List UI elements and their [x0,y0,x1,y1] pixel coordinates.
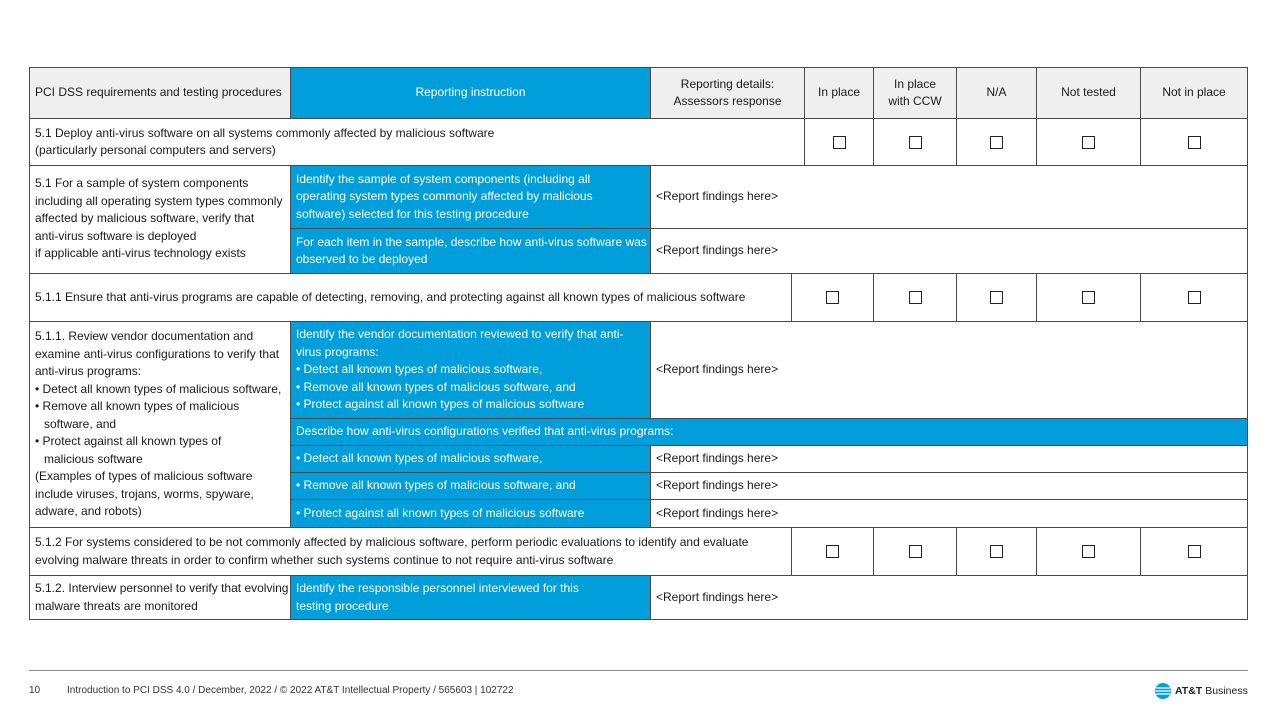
instr-5-1-sample [290,165,651,229]
footer-divider [29,670,1248,671]
checkbox-5-1-2-na[interactable] [956,527,1037,576]
proc-5-1-2 [29,575,291,620]
proc-bullet-cont: malicious software [44,451,143,466]
header-na [956,67,1037,119]
req-5-1-2 [29,527,792,576]
checkbox-5-1-2-not-in-place[interactable] [1140,527,1248,576]
instr-bullet: • Detect all known types of malicious software, [296,362,543,377]
proc-5-1-line: affected by malicious software, verify that [35,211,255,225]
checkbox-5-1-na[interactable] [956,118,1037,166]
header-not-tested [1036,67,1141,119]
checkbox-5-1-1-not-tested[interactable] [1036,273,1141,322]
checkbox-icon [826,291,839,304]
checkbox-icon [1188,545,1201,558]
instr-bullet: • Protect against all known types of malicious software [296,505,585,520]
proc-5-1-1 [29,321,291,528]
req-5-1 [29,118,805,166]
header-in-place-ccw [873,67,957,119]
proc-bullet-cont: software, and [44,416,117,431]
header-details-line2: Assessors response [673,94,782,108]
report-findings-text: <Report findings here> [656,451,779,466]
proc-5-1-1-line: (Examples of types of malicious software [35,469,253,483]
checkbox-icon [1082,545,1095,558]
report-findings-field[interactable] [650,472,1248,500]
report-findings-text: <Report findings here> [656,505,779,520]
checkbox-5-1-2-not-tested[interactable] [1036,527,1141,576]
proc-bullet: • Protect against all known types of [35,434,222,448]
page-number: 10 [29,685,41,696]
header-not-in-place-label: Not in place [1162,85,1226,100]
proc-bullet: • Detect all known types of malicious software, [35,381,282,396]
proc-5-1-line: if applicable anti-virus technology exists [35,246,246,260]
instr-bullet: • Remove all known types of malicious software, and [296,478,576,493]
instr-line: For each item in the sample, describe how anti-virus software was [296,234,647,249]
proc-5-1-1-line: include viruses, trojans, worms, spyware, [35,486,254,501]
checkbox-5-1-ccw[interactable] [873,118,957,166]
instr-line: Identify the responsible personnel interviewed for this [296,581,579,595]
header-instruction-label: Reporting instruction [415,85,526,100]
report-findings-field[interactable] [650,321,1248,419]
checkbox-5-1-in-place[interactable] [804,118,874,166]
checkbox-5-1-1-in-place[interactable] [791,273,874,322]
att-globe-icon [1154,682,1172,700]
checkbox-5-1-2-in-place[interactable] [791,527,874,576]
header-ccw-line1: In place [893,76,937,91]
report-findings-text: <Report findings here> [656,589,779,604]
checkbox-icon [990,291,1003,304]
header-not-in-place [1140,67,1248,119]
proc-5-1-1-line: anti-virus programs: [35,364,142,378]
proc-5-1-line: 5.1 For a sample of system components [35,176,249,190]
instr-line: operating system types commonly affected by malicious [296,189,593,204]
req-5-1-line1: 5.1 Deploy anti-virus software on all systems commonly affected by malicious software [35,125,495,140]
instr-line: Identify the sample of system components (including all [296,171,591,186]
header-details [650,67,805,119]
req-5-1-1 [29,273,792,322]
header-in-place [804,67,874,119]
checkbox-5-1-2-ccw[interactable] [873,527,957,576]
req-5-1-1-line1: 5.1.1 Ensure that anti-virus programs are capable of detecting, removing, and protecting against all known types of malicious software [35,289,746,304]
checkbox-icon [909,291,922,304]
checkbox-icon [1082,291,1095,304]
checkbox-5-1-not-tested[interactable] [1036,118,1141,166]
header-not-tested-label: Not tested [1061,85,1116,100]
report-findings-field[interactable] [650,445,1248,473]
instr-5-1-1-vendor [290,321,651,419]
report-findings-field[interactable] [650,499,1248,528]
req-5-1-2-line1: 5.1.2 For systems considered to be not commonly affected by malicious software, perform periodic evaluations to identify and evaluate [35,535,749,549]
checkbox-icon [1082,136,1095,149]
instr-bullet: • Remove all known types of malicious software, and [296,379,576,394]
instr-line: Identify the vendor documentation reviewed to verify that anti- [296,327,624,342]
instr-bullet: • Protect against all known types of malicious software [296,397,585,412]
checkbox-icon [1188,291,1201,304]
checkbox-5-1-1-ccw[interactable] [873,273,957,322]
header-ccw-line2: with CCW [888,94,942,108]
report-findings-text: <Report findings here> [656,189,779,204]
instr-describe-text: Describe how anti-virus configurations verified that anti-virus programs: [296,424,674,439]
checkbox-icon [826,545,839,558]
proc-5-1-1-line: 5.1.1. Review vendor documentation and [35,329,254,343]
header-requirements-label: PCI DSS requirements and testing procedures [35,85,282,100]
checkbox-5-1-1-na[interactable] [956,273,1037,322]
proc-5-1-line: including all operating system types commonly [35,193,283,208]
header-in-place-label: In place [817,85,861,100]
instr-5-1-1-detect [290,445,651,473]
instr-5-1-2-personnel [290,575,651,620]
instr-line: testing procedure [296,598,389,613]
footer-text: Introduction to PCI DSS 4.0 / December, 2022 / © 2022 AT&T Intellectual Property / 565603 | 102722 [67,685,514,696]
header-instruction [290,67,651,119]
header-requirements [29,67,291,119]
checkbox-icon [909,545,922,558]
header-details-line1: Reporting details: [680,76,775,91]
report-findings-field[interactable] [650,165,1248,229]
proc-5-1-1-line: adware, and robots) [35,504,142,518]
instr-5-1-1-protect [290,499,651,528]
checkbox-icon [909,136,922,149]
instr-line: virus programs: [296,344,379,359]
req-5-1-line2: (particularly personal computers and servers) [35,143,276,157]
checkbox-icon [990,136,1003,149]
instr-line: software) selected for this testing procedure [296,206,529,221]
report-findings-text: <Report findings here> [656,243,779,258]
report-findings-field[interactable] [650,575,1248,620]
logo-brand: AT&T [1175,685,1203,697]
checkbox-5-1-not-in-place[interactable] [1140,118,1248,166]
att-business-logo [1154,682,1248,700]
instr-5-1-1-remove [290,472,651,500]
checkbox-5-1-1-not-in-place[interactable] [1140,273,1248,322]
header-na-label: N/A [986,85,1007,100]
instr-bullet: • Detect all known types of malicious software, [296,451,543,466]
proc-5-1-line: anti-virus software is deployed [35,228,197,243]
checkbox-icon [990,545,1003,558]
req-5-1-2-line2: evolving malware threats in order to confirm whether such systems continue to not require anti-virus software [35,552,614,567]
report-findings-field[interactable] [650,228,1248,274]
logo-suffix: Business [1205,685,1248,697]
instr-5-1-deployed [290,228,651,274]
proc-5-1-2-line: 5.1.2. Interview personnel to verify that evolving [35,581,289,595]
checkbox-icon [1188,136,1201,149]
instr-5-1-1-describe [290,418,1248,446]
proc-5-1-1-line: examine anti-virus configurations to verify that [35,346,280,361]
proc-5-1-2-line: malware threats are monitored [35,598,198,613]
proc-bullet: • Remove all known types of malicious [35,399,240,413]
instr-line: observed to be deployed [296,252,428,266]
report-findings-text: <Report findings here> [656,362,779,377]
checkbox-icon [833,136,846,149]
report-findings-text: <Report findings here> [656,478,779,493]
proc-5-1 [29,165,291,274]
